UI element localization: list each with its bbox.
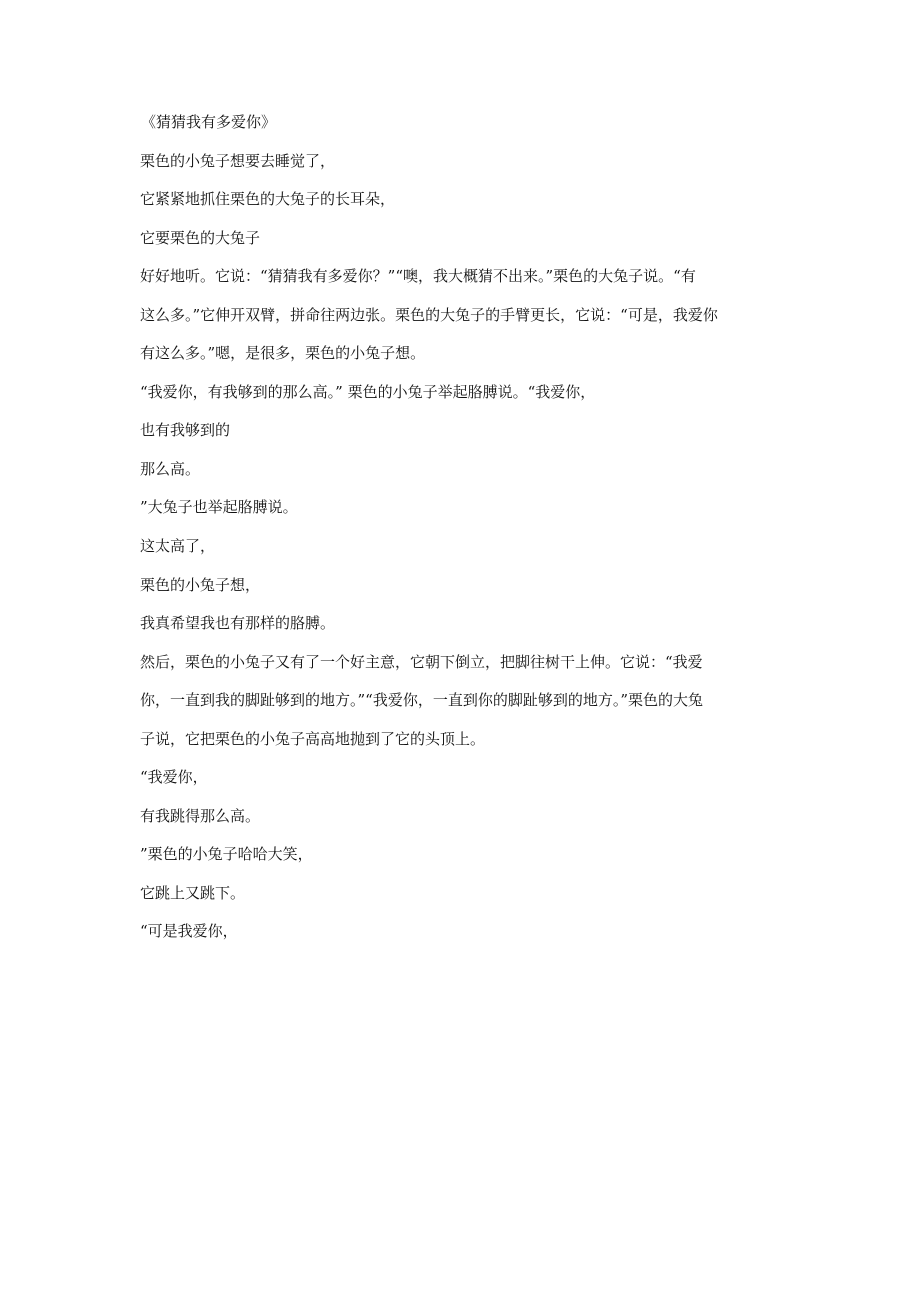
text-line: 好好地听。它说：“猜猜我有多爱你？”“噢，我大概猜不出来。”栗色的大兔子说。“有 [140,267,696,286]
document-title: 《猜猜我有多爱你》 [141,113,277,131]
text-line: 子说，它把栗色的小兔子高高地抛到了它的头顶上。 [140,729,486,748]
text-line: ”栗色的小兔子哈哈大笑， [140,845,313,864]
text-line: 这太高了， [140,537,216,556]
text-line: 也有我够到的 [140,421,231,440]
text-line: “可是我爱你， [140,922,238,941]
text-line: 这么多。”它伸开双臂，拼命往两边张。栗色的大兔子的手臂更长，它说：“可是，我爱你 [140,305,718,324]
text-line: 栗色的小兔子想要去睡觉了， [140,151,336,170]
text-line: 有我跳得那么高。 [140,806,261,825]
text-line: 它紧紧地抓住栗色的大兔子的长耳朵， [140,190,396,209]
text-line: 栗色的小兔子想， [140,575,261,594]
text-line: 你，一直到我的脚趾够到的地方。”“我爱你，一直到你的脚趾够到的地方。”栗色的大兔 [140,691,704,710]
text-line: ”大兔子也举起胳膊说。 [140,498,298,517]
text-line: 有这么多。”嗯，是很多，栗色的小兔子想。 [140,344,426,363]
text-line: 它要栗色的大兔子 [140,228,261,247]
text-line: “我爱你， [140,768,208,787]
text-line: 那么高。 [140,459,201,478]
text-line: 然后，栗色的小兔子又有了一个好主意，它朝下倒立，把脚往树干上伸。它说：“我爱 [140,652,703,671]
text-line: 它跳上又跳下。 [140,883,246,902]
story-text [140,112,800,960]
text-line: “我爱你，有我够到的那么高。” 栗色的小兔子举起胳膊说。“我爱你， [140,382,596,401]
text-line: 我真希望我也有那样的胳膊。 [140,614,336,633]
